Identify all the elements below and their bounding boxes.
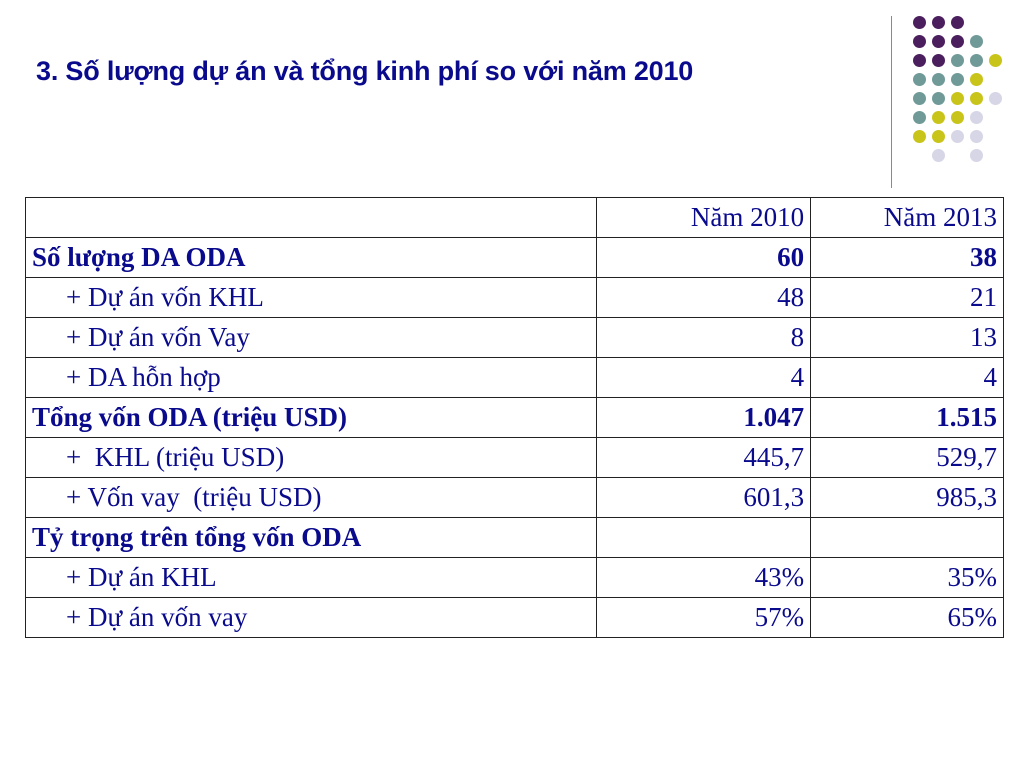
- divider-line: [891, 16, 892, 188]
- decor-dot: [970, 149, 983, 162]
- cell-2010: 601,3: [597, 478, 811, 518]
- cell-2013: 1.515: [811, 398, 1004, 438]
- cell-2013: 65%: [811, 598, 1004, 638]
- decor-dot: [932, 73, 945, 86]
- cell-2013: 985,3: [811, 478, 1004, 518]
- cell-2013: 21: [811, 278, 1004, 318]
- header-cell-label: [26, 198, 597, 238]
- decor-dot: [951, 16, 964, 29]
- decor-dot: [970, 130, 983, 143]
- cell-2013: 13: [811, 318, 1004, 358]
- decor-dot: [913, 92, 926, 105]
- table-row: [26, 278, 1004, 318]
- cell-2010: 60: [597, 238, 811, 278]
- table-row: [26, 238, 1004, 278]
- cell-2010: 57%: [597, 598, 811, 638]
- decor-dot: [913, 73, 926, 86]
- table-row: [26, 518, 1004, 558]
- cell-2010: [597, 518, 811, 558]
- decor-dot: [913, 111, 926, 124]
- decor-dot: [932, 35, 945, 48]
- decor-dot: [932, 149, 945, 162]
- table-row: [26, 438, 1004, 478]
- row-label: + KHL (triệu USD): [26, 438, 597, 478]
- row-label: + DA hỗn hợp: [26, 358, 597, 398]
- decor-dot: [913, 35, 926, 48]
- table-row: [26, 358, 1004, 398]
- decor-dot: [932, 54, 945, 67]
- decor-dot: [951, 111, 964, 124]
- header-cell-2013: Năm 2013: [811, 198, 1004, 238]
- cell-2013: [811, 518, 1004, 558]
- row-label: + Dự án KHL: [26, 558, 597, 598]
- decor-dot: [989, 54, 1002, 67]
- row-label: Tổng vốn ODA (triệu USD): [26, 398, 597, 438]
- table-header-row: [26, 198, 1004, 238]
- cell-2010: 48: [597, 278, 811, 318]
- decor-dot: [932, 16, 945, 29]
- cell-2010: 4: [597, 358, 811, 398]
- decor-dot: [970, 92, 983, 105]
- table-row: [26, 598, 1004, 638]
- table-row: [26, 398, 1004, 438]
- decor-dot: [951, 54, 964, 67]
- cell-2013: 4: [811, 358, 1004, 398]
- decor-dot: [970, 73, 983, 86]
- row-label: + Dự án vốn Vay: [26, 318, 597, 358]
- decor-dot: [932, 92, 945, 105]
- decor-dot: [970, 35, 983, 48]
- cell-2010: 43%: [597, 558, 811, 598]
- cell-2010: 8: [597, 318, 811, 358]
- cell-2010: 445,7: [597, 438, 811, 478]
- row-label: Số lượng DA ODA: [26, 238, 597, 278]
- decor-dot: [913, 16, 926, 29]
- table-row: [26, 558, 1004, 598]
- decor-dot: [951, 92, 964, 105]
- decor-dot: [970, 111, 983, 124]
- oda-table: [25, 197, 1004, 638]
- row-label: Tỷ trọng trên tổng vốn ODA: [26, 518, 597, 558]
- cell-2013: 529,7: [811, 438, 1004, 478]
- decor-dot: [932, 111, 945, 124]
- decor-dot: [989, 92, 1002, 105]
- cell-2013: 35%: [811, 558, 1004, 598]
- table-row: [26, 318, 1004, 358]
- table-row: [26, 478, 1004, 518]
- decor-dot: [970, 54, 983, 67]
- decor-dot: [951, 35, 964, 48]
- header-cell-2010: Năm 2010: [597, 198, 811, 238]
- row-label: + Dự án vốn vay: [26, 598, 597, 638]
- decor-dot: [951, 130, 964, 143]
- decor-dot: [913, 130, 926, 143]
- decor-dot: [913, 54, 926, 67]
- row-label: + Dự án vốn KHL: [26, 278, 597, 318]
- cell-2013: 38: [811, 238, 1004, 278]
- cell-2010: 1.047: [597, 398, 811, 438]
- decor-dot: [932, 130, 945, 143]
- row-label: + Vốn vay (triệu USD): [26, 478, 597, 518]
- slide-title: 3. Số lượng dự án và tổng kinh phí so với năm 2010: [36, 56, 694, 86]
- decor-dot: [951, 73, 964, 86]
